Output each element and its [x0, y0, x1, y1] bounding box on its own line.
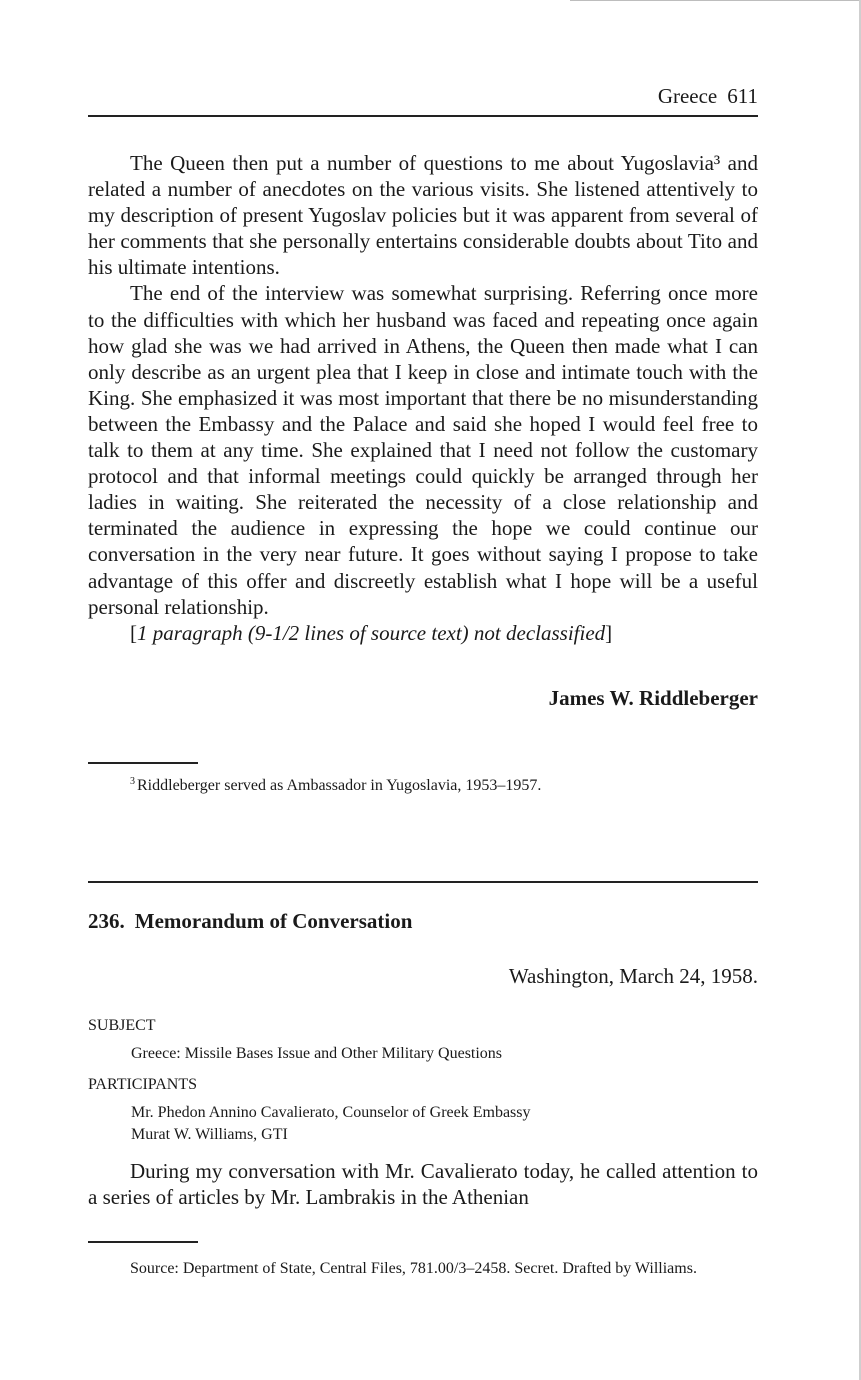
footnote — [130, 776, 541, 795]
body-paragraph-2: The end of the interview was somewhat surprising. Referring once more to the difficulties with which her husband was faced and repeating once again how glad she was we had arrived in Athens, the Queen then made what I can only describe as an urgent plea that I keep in close and intimate touch with the King. She emphasized it was most important that there be no misunderstanding between the Embassy and the Palace and said she hoped I would feel free to talk to them at any time. She explained that I need not follow the customary protocol and that informal meetings could quickly be arranged through her ladies in waiting. She reiterated the necessity of a close relationship and terminated the audience in expressing the hope we could continue our conversation in the very near future. It goes without saying I propose to take advantage of this offer and discreetly establish what I hope will be a useful personal relationship. — [88, 281, 758, 619]
running-header — [88, 84, 758, 114]
body-text — [88, 150, 758, 646]
source-rule — [88, 1241, 198, 1243]
signature: James W. Riddleberger — [548, 686, 758, 710]
header-right — [648, 84, 758, 109]
page-number: 611 — [727, 84, 758, 108]
declassification-note — [88, 620, 758, 646]
page-top-edge-line — [570, 0, 861, 1]
note-close-bracket: ] — [605, 620, 613, 645]
section-divider — [88, 881, 758, 883]
participants-label: PARTICIPANTS — [88, 1076, 198, 1093]
source-note: Source: Department of State, Central Files, 781.00/3–2458. Secret. Drafted by Williams. — [130, 1260, 697, 1277]
footnote-marker: 3 — [130, 776, 135, 787]
opening-paragraph: During my conversation with Mr. Cavalierato today, he called attention to a series of articles by Mr. Lambrakis in the Athenian — [88, 1159, 758, 1210]
participant-1: Mr. Phedon Annino Cavalierato, Counselor of Greek Embassy — [131, 1104, 531, 1121]
subject-label: SUBJECT — [88, 1017, 156, 1034]
body-paragraph-1: The Queen then put a number of questions to me about Yugoslavia³ and related a number of anecdotes on the various visits. She listened attentively to my description of present Yugoslav policies but it was apparent from several of her comments that she personally entertains considerable doubts about Tito and his ultimate intentions. — [88, 151, 758, 280]
participant-2: Murat W. Williams, GTI — [131, 1126, 288, 1143]
footnote-text: Riddleberger served as Ambassador in Yugoslavia, 1953–1957. — [137, 777, 542, 794]
header-section: Greece — [657, 84, 718, 108]
footnote-rule — [88, 762, 198, 764]
opening-text — [88, 1158, 758, 1210]
subject-text: Greece: Missile Bases Issue and Other Military Questions — [131, 1045, 503, 1062]
document-title: Memorandum of Conversation — [134, 909, 413, 933]
dateline: Washington, March 24, 1958. — [508, 964, 758, 988]
header-rule — [88, 115, 758, 117]
note-text: 1 paragraph (9-1/2 lines of source text) not declassified — [137, 620, 606, 645]
document-number: 236. — [88, 909, 125, 933]
document-heading — [88, 909, 412, 934]
note-open-bracket: [ — [130, 620, 137, 645]
